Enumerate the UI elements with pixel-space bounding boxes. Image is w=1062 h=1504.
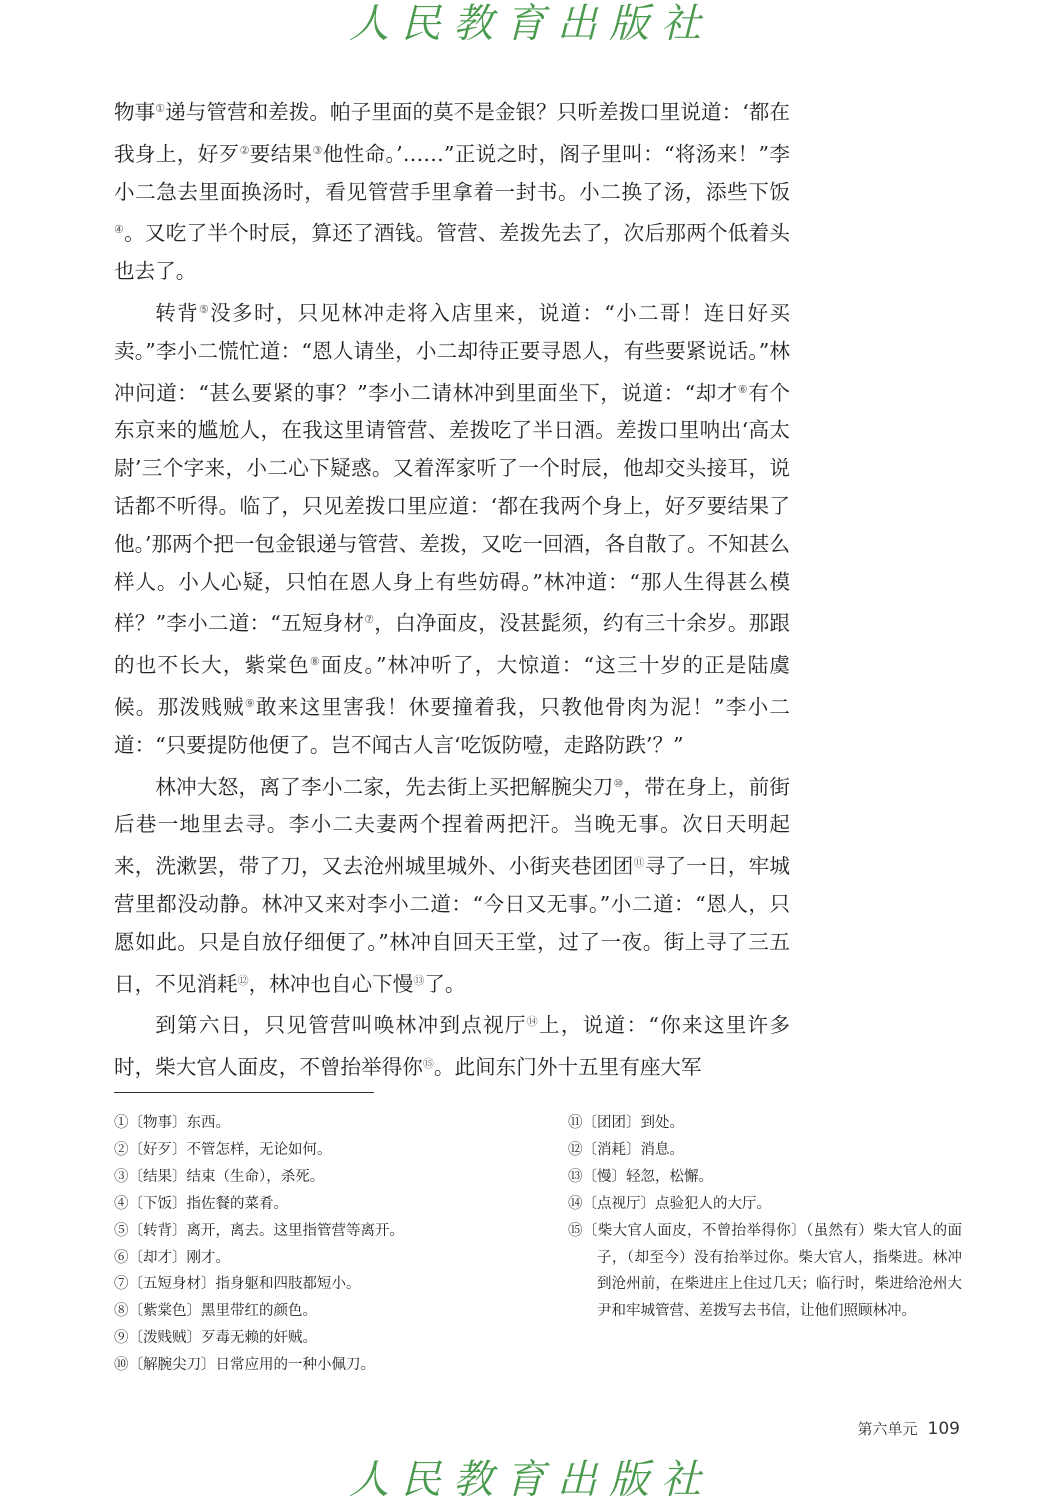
footnote: ①〔物事〕东西。 xyxy=(114,1115,230,1131)
text-run: 面皮。”林冲听了，大惊道：“这三十岁的正是陆虞候。那泼贱贼 xyxy=(114,653,790,719)
footnote-marker: ② xyxy=(239,143,250,157)
footnote: ⑥〔却才〕刚才。 xyxy=(114,1249,230,1266)
paragraph xyxy=(114,1003,790,1087)
text-run: ，带在身上，前街后巷一地里去寻。李小二夫妻两个捏着两把汗。当晚无事。次日天明起来，洗漱罢，带了刀，又去沧州城里城外、小街夹巷团团 xyxy=(114,774,791,879)
paragraph xyxy=(114,291,790,765)
footnote: ⑧〔紫棠色〕黑里带红的颜色。 xyxy=(114,1303,317,1320)
page-number: 109 xyxy=(927,1419,960,1439)
footnote-marker: ⑨ xyxy=(244,696,256,710)
publisher-logo-top: 人民教育出版社 xyxy=(349,1,713,47)
footnote: ③〔结果〕结束（生命），杀死。 xyxy=(114,1168,325,1185)
page-footer xyxy=(858,1418,960,1439)
text-run: 有个东京来的尴尬人，在我这里请管营、差拨吃了半日酒。差拨口里呐出‘高太尉’三个字来，小二心下疑惑。又着浑家听了一个时辰，他却交头接耳，说话都不听得。临了，只见差拨口里应道：‘都在我两个身上，好歹要结果了他。’那两个把一包金银递与管营、差拨，又吃一回酒，各自散了。不知甚么样人。小人心疑，只怕在恩人身上有些妨碍。”林冲道：“那人生得甚么模样？”李小二道：“五短身材 xyxy=(114,380,790,636)
text-run: 。此间东门外十五里有座大军 xyxy=(433,1055,702,1080)
text-run: 没多时，只见林冲走将入店里来，说道：“小二哥！连日好买卖。”李小二慌忙道：“恩人请坐，小二却待正要寻恩人，有些要紧说话。”林冲问道：“甚么要紧的事？”李小二请林冲到里面坐下，说道：“却才 xyxy=(114,300,790,405)
footnote-marker: ⑮ xyxy=(422,1057,434,1071)
footnote: ⑦〔五短身材〕指身躯和四肢都短小。 xyxy=(114,1276,361,1293)
footnote-divider xyxy=(114,1092,374,1093)
paragraph xyxy=(114,90,790,291)
footnote-marker: ⑥ xyxy=(737,382,749,396)
footnote: ④〔下饭〕指佐餐的菜肴。 xyxy=(114,1195,288,1212)
footnotes-right-column xyxy=(568,1110,962,1325)
footnote: ⑤〔转背〕离开，离去。这里指管营等离开。 xyxy=(114,1222,404,1239)
footnote: ⑮〔柴大官人面皮，不曾抬举得你〕（虽然有）柴大官人的面子，（却至今）没有抬举过你。柴大官人，指柴进。林冲到沧州前，在柴进庄上住过几天；临行时，柴进给沧州大尹和牢城管营、差拨写去书信，让他们照顾林冲。 xyxy=(568,1222,962,1320)
footnote-marker: ⑬ xyxy=(413,973,425,987)
footnote: ②〔好歹〕不管怎样，无论如何。 xyxy=(114,1141,332,1158)
text-run: 。又吃了半个时辰，算还了酒钱。管营、差拨先去了，次后那两个低着头也去了。 xyxy=(114,221,790,284)
footnote-marker: ⑦ xyxy=(364,613,375,627)
footnote: ⑪〔团团〕到处。 xyxy=(568,1115,684,1131)
footnote-marker: ⑪ xyxy=(633,856,645,870)
text-run: 寻了一日，牢城营里都没动静。林冲又来对李小二道：“今日又无事。”小二道：“恩人，只愿如此。只是自放仔细便了。”林冲自回天王堂，过了一夜。街上寻了三五日，不见消耗 xyxy=(114,854,790,996)
text-run: ，林冲也自心下慢 xyxy=(248,971,414,996)
footnote-marker: ① xyxy=(155,102,166,115)
text-run: 物事 xyxy=(114,100,156,124)
text-run: ，白净面皮，没甚髭须，约有三十余岁。那跟的也不长大，紫棠色 xyxy=(114,611,791,678)
text-run: 敢来这里害我！休要撞着我，只教他骨肉为泥！”李小二道：“只要提防他便了。岂不闻古人言‘吃饭防噎，走路防跌’？” xyxy=(114,694,790,757)
footnote-marker: ⑭ xyxy=(526,1015,540,1029)
text-run: 林冲大怒，离了李小二家，先去街上买把解腕尖刀 xyxy=(155,774,614,799)
text-run: 递与管营和差拨。帕子里面的莫不是金银？只听差拨口里说道：‘都在我身上，好歹 xyxy=(114,100,791,166)
footnote-marker: ⑧ xyxy=(309,655,321,669)
publisher-logo-bottom: 人民教育出版社 xyxy=(349,1457,713,1503)
text-run: 他性命。’……”正说之时，阁子里叫：“将汤来！”李小二急去里面换汤时，看见管营手里拿着一封书。小二换了汤，添些下饭 xyxy=(114,141,790,204)
main-text xyxy=(114,90,790,1087)
footnote: ⑭〔点视厅〕点验犯人的大厅。 xyxy=(568,1195,771,1212)
footnote-marker: ③ xyxy=(312,143,323,157)
footnote: ⑫〔消耗〕消息。 xyxy=(568,1141,684,1158)
footnote-marker: ⑩ xyxy=(613,776,624,790)
paragraph xyxy=(114,765,790,1004)
footnote-marker: ⑤ xyxy=(198,302,211,316)
text-run: 转背 xyxy=(155,300,199,325)
text-run: 了。 xyxy=(424,971,466,996)
unit-label: 第六单元 xyxy=(857,1420,918,1438)
footnotes-left-column xyxy=(114,1110,534,1379)
text-run: 到第六日，只见管营叫唤林冲到点视厅 xyxy=(155,1013,527,1038)
footnote: ⑬〔慢〕轻忽，松懈。 xyxy=(568,1168,713,1185)
footnote-marker: ⑫ xyxy=(237,973,249,987)
footnote-marker: ④ xyxy=(114,223,125,237)
text-run: 上，说道：“你来这里许多时，柴大官人面皮，不曾抬举得你 xyxy=(114,1013,791,1080)
footnote: ⑩〔解腕尖刀〕日常应用的一种小佩刀。 xyxy=(114,1357,375,1374)
footnote: ⑨〔泼贱贼〕歹毒无赖的奸贼。 xyxy=(114,1330,317,1347)
text-run: 要结果 xyxy=(249,141,313,166)
